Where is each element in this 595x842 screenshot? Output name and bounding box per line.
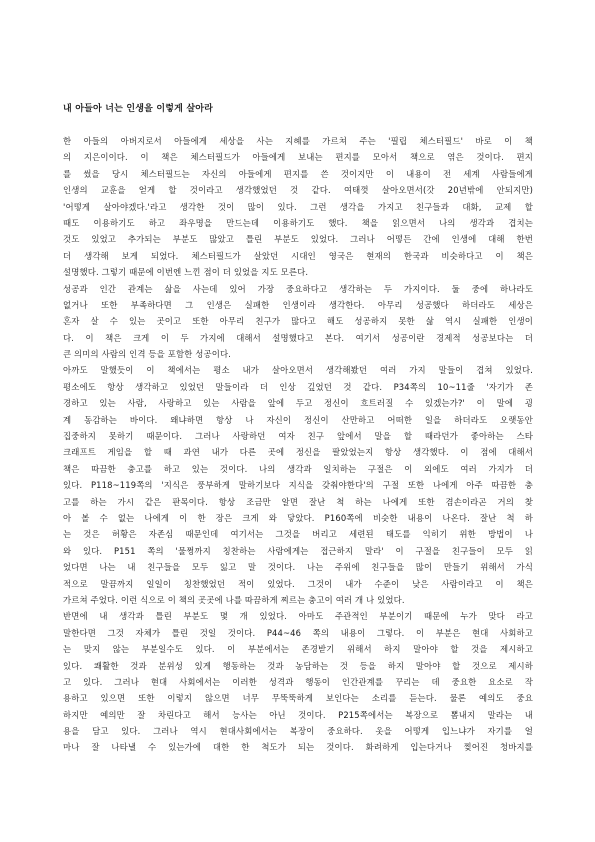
body-text-line: 가르쳐 주었다. 이런 식으로 이 책의 곳곳에 나를 따끔하게 찌르는 충고이 여러 개 나 있었다. — [63, 594, 405, 605]
body-text-line: 용하고 있으면 또한 이렇지 않으면 너무 무뚝뚝하게 보인다는 소리를 듣는다. 물론 예의도 중요 — [63, 693, 533, 704]
body-text-line: '어떻게 살아야겠다.'라고 생각한 것이 많이 있다. 그런 생각을 가지고 친구들과 대화, 교제 할 — [63, 201, 533, 212]
body-text-line: 있다. 쾌활한 것과 분위성 있게 행동하는 것과 농담하는 것 등을 하지 말아야 할 것으로 제시하 — [63, 660, 533, 671]
body-text-line: 반면에 내 생각과 틀린 부분도 몇 개 있었다. 아마도 주관적인 부분이기 때문에 누가 맞다 라고 — [63, 611, 533, 622]
body-text-line: 와 있다. P151 쪽의 '물쩡까지 칭찬하는 사람에게는 접근하지 말라' 이 구절을 친구들이 모두 읽 — [63, 545, 533, 556]
body-text-line: 는 맞지 않는 부분일수도 있다. 이 부분에서는 존경받기 위해서 하지 말아야 할 것을 제시하고 — [63, 644, 533, 655]
document-title: 내 아들아 너는 인생을 이렇게 살아라 — [63, 104, 214, 114]
body-text-line: 계 동감하는 바이다. 왜냐하면 항상 나 자신이 정신이 산만하고 어떠한 일을 하더라도 오랫동안 — [63, 414, 533, 425]
body-text-line: 더 생각해 보게 되었다. 체스터필드가 살았던 시대인 영국은 현재의 한국과 비슷하다고 이 책은 — [63, 250, 533, 261]
body-text-line: 고를 하는 가시 같은 판목이다. 항상 조금만 알면 잘난 척 하는 나에게 또한 겸손이라곤 거의 찾 — [63, 496, 533, 507]
body-text-line: 었다면 나는 내 친구들을 모두 잃고 말 것이다. 나는 주위에 친구들을 많이 만들기 위해서 가식 — [63, 562, 533, 573]
body-text-line: 인생의 교훈을 얻게 할 것이라고 생각했었던 것 같다. 여태껏 살아오면서(갓 20년밖에 안되지만) — [63, 185, 533, 196]
body-text-line: 를 썼을 당시 체스터필드는 자신의 아들에게 편지를 쓴 것이지만 이 내용이 전 세계 사람들에게 — [63, 168, 533, 179]
body-text-line: 고 있다. 그러나 현대 사회에서는 이러한 성격과 행동이 인간관계를 꾸리는 데 중요한 요소로 작 — [63, 676, 533, 687]
body-text-line: 경하고 있는 사람, 사랑하고 있는 사람을 앞에 두고 정신이 흐트러질 수 있겠는가?' 이 말에 굉 — [63, 398, 533, 409]
body-text-line: 용을 담고 있다. 그러나 역시 현대사회에서는 복장이 중요하다. 옷을 어떻게 입느냐가 자기를 얼 — [63, 726, 533, 737]
body-text-line: 다. 이 책은 크게 이 두 가지에 대해서 설명했다고 본다. 여기서 성공이란 경제적 성공보다는 더 — [63, 332, 533, 343]
body-text-line: 한 아들의 아버지로서 아들에게 세상을 사는 지혜를 가르쳐 주는 '필립 체스터필드' 바로 이 책 — [63, 136, 533, 146]
body-text-line: 말한다면 그것 자체가 틀린 것일 것이다. P44~46 쪽의 내용이 그렇다. 이 부분은 현대 사회하고 — [63, 627, 533, 638]
body-text-line: 마나 잘 나타낼 수 있는가에 대한 한 척도가 되는 것이다. 화려하게 입는다거나 찢어진 청바지를 — [63, 742, 533, 753]
body-text-line: 책은 따끔한 충고를 하고 있는 것이다. 나의 생각과 일치하는 구절은 이 외에도 여러 가지가 더 — [63, 463, 533, 474]
body-text-line: 때도 이용하기도 하고 좌우명을 만드는데 이용하기도 했다. 책을 읽으면서 나의 생각과 겹치는 — [63, 217, 533, 228]
body-text-line: 큰 의미의 사람의 인격 등을 포함한 성공이다. — [63, 349, 232, 360]
body-text-line: 집중하지 못하기 때문이다. 그러나 사랑하던 여자 친구 앞에서 말을 할 때라던가 좋아하는 스타 — [63, 431, 533, 442]
body-text-line: 혼자 살 수 있는 곳이고 또한 아무리 친구가 많다고 해도 성공하지 못한 삶 역시 실패한 인생이 — [63, 316, 533, 327]
body-text-line: 아 볼 수 없는 나에게 이 한 장은 크게 와 닿았다. P160쪽에 비슷한 내용이 나온다. 잘난 척 하 — [63, 512, 533, 523]
body-text-line: 있다. P118~119쪽의 '지식은 풍부하게 말하기보다 지식을 갖춰야한다'의 구절 또한 나에게 아주 따끔한 충 — [63, 480, 533, 491]
body-text-line: 없거나 또한 부족하다면 그 인생은 실패한 인생이라 생각한다. 아무리 성공했다 하더라도 세상은 — [63, 299, 533, 310]
body-text-line: 설명했다. 그렇기 때문에 이번엔 느낀 점이 더 있었을 지도 모른다. — [63, 267, 309, 278]
body-text-line: 의 지은이이다. 이 책은 체스터필드가 아들에게 보내는 편지를 모아서 책으로 엮은 것이다. 편지 — [63, 152, 533, 163]
body-text-line: 것도 있었고 추가되는 부분도 많았고 틀린 부분도 있었다. 그러나 어떻든 간에 인생에 대해 한번 — [63, 234, 533, 245]
body-text-line: 크래프트 게임을 할 때 과연 내가 다른 곳에 정신을 팔았었는지 항상 생각했다. 이 점에 대해서 — [63, 447, 533, 458]
body-text-line: 평소에도 항상 생각하고 있었던 말들이라 더 인상 깊었던 것 같다. P34쪽의 10~11줄 '자기가 존 — [63, 381, 533, 392]
document-body — [63, 133, 533, 756]
body-text-line: 성공과 인간 관계는 삶을 사는데 있어 가장 중요하다고 생각하는 두 가지이다. 둘 중에 하나라도 — [63, 283, 533, 294]
body-text-line: 는 것은 허황은 자존심 때문인데 여기서는 그것을 버리고 세련된 태도를 익히기 위한 방법이 나 — [63, 529, 533, 540]
body-text-line: 적으로 말끔까지 일일이 칭찬했었던 적이 있었다. 그것이 내가 수준이 낮은 사람이라고 이 책은 — [63, 578, 533, 589]
body-text-line: 아까도 말했듯이 이 책에서는 평소 내가 살아오면서 생각해봤던 여러 가지 말들이 겹쳐 있었다. — [63, 365, 533, 376]
body-text-line: 하지만 예의만 잘 차린다고 해서 능사는 아닌 것이다. P215쪽에서는 복장으로 뽐내지 말라는 내 — [63, 709, 533, 720]
